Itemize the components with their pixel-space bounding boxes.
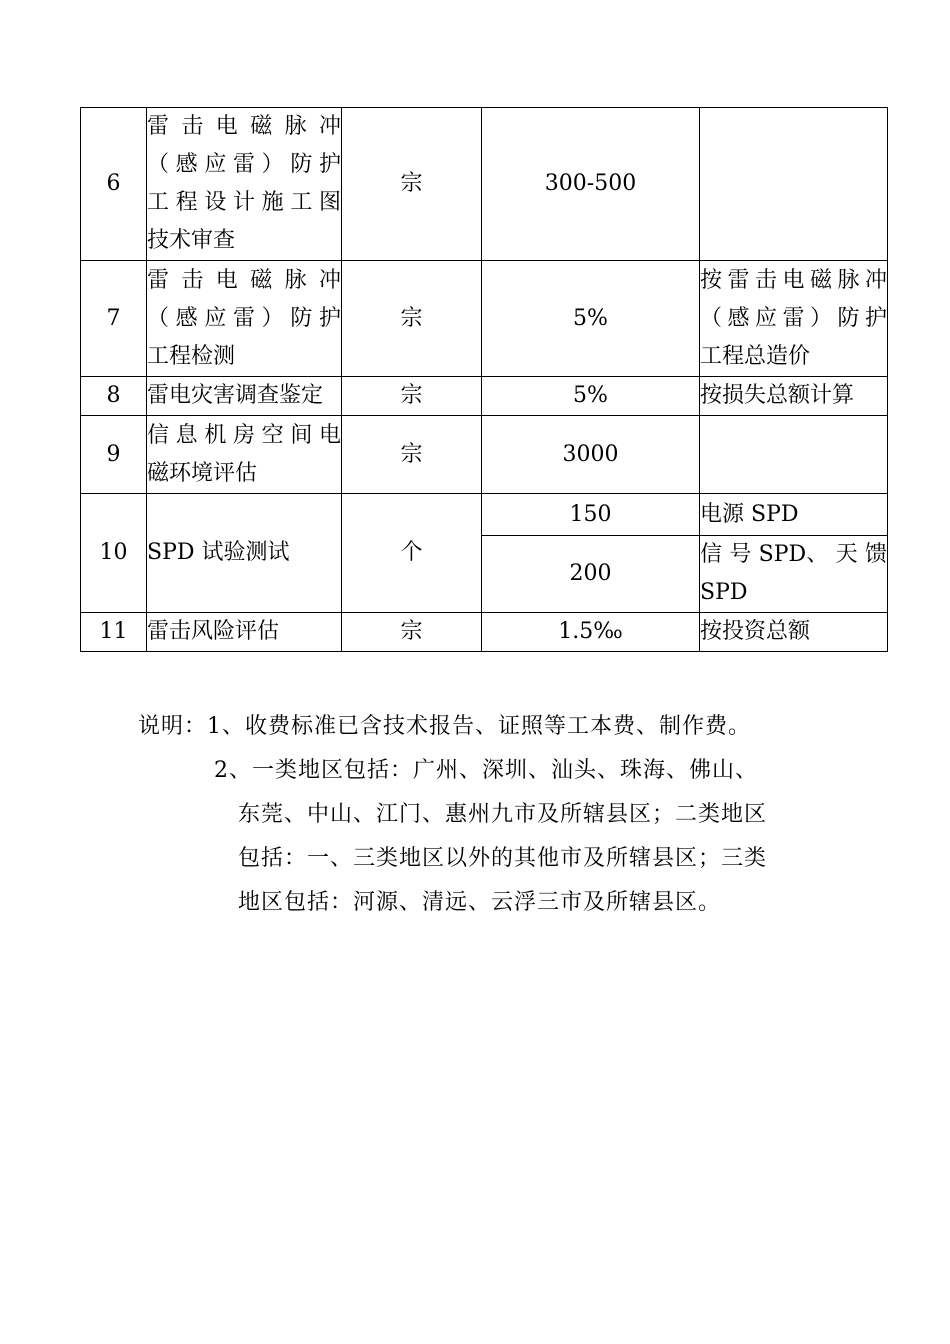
item-note-line: 工程总造价 xyxy=(700,343,811,369)
item-note xyxy=(700,416,888,494)
item-fee: 300-500 xyxy=(482,108,700,261)
item-unit: 宗 xyxy=(342,416,482,494)
item-note xyxy=(700,108,888,261)
item-name xyxy=(147,416,342,494)
item-name-line: 技术审查 xyxy=(147,228,236,253)
item-number: 11 xyxy=(81,613,147,652)
note-line: 东莞、中山、江门、惠州九市及所辖县区；二类地区 xyxy=(238,802,768,827)
table-row xyxy=(81,416,888,494)
item-fee: 1.5‰ xyxy=(482,613,700,652)
item-number: 6 xyxy=(81,108,147,261)
item-name-line: 磁环境评估 xyxy=(147,460,258,486)
item-unit: 个 xyxy=(342,494,482,613)
note-line: 包括：一、三类地区以外的其他市及所辖县区；三类 xyxy=(238,846,768,871)
item-name: 雷击风险评估 xyxy=(147,613,342,652)
item-note xyxy=(700,536,888,613)
item-name: 雷电灾害调查鉴定 xyxy=(147,377,342,416)
item-note: 按投资总额 xyxy=(700,613,888,652)
fee-table xyxy=(80,107,888,652)
item-name-line: 信息机房空间电 xyxy=(147,422,341,448)
item-name-line: （感应雷）防护 xyxy=(147,152,341,177)
item-note-line: 信 号 SPD、 天 馈 xyxy=(700,542,887,567)
item-name-line: 工程设计施工图 xyxy=(147,190,341,215)
item-fee: 3000 xyxy=(482,416,700,494)
table-row xyxy=(81,108,888,261)
item-note: 按损失总额计算 xyxy=(700,377,888,416)
note-line: 地区包括：河源、清远、云浮三市及所辖县区。 xyxy=(238,890,722,915)
item-unit: 宗 xyxy=(342,261,482,377)
item-number: 8 xyxy=(81,377,147,416)
item-name-line: 雷 击 电 磁 脉 冲 xyxy=(147,114,341,139)
table-row xyxy=(81,377,888,416)
item-number: 10 xyxy=(81,494,147,613)
item-unit: 宗 xyxy=(342,377,482,416)
item-name-line: （感应雷）防护 xyxy=(147,305,341,331)
item-number: 7 xyxy=(81,261,147,377)
item-name xyxy=(147,108,342,261)
table-row xyxy=(81,261,888,377)
item-unit: 宗 xyxy=(342,108,482,261)
item-fee: 5% xyxy=(482,377,700,416)
item-fee: 150 xyxy=(482,494,700,536)
item-name-line: 工程检测 xyxy=(147,343,236,369)
item-note: 电源 SPD xyxy=(700,494,888,536)
item-note-line: 按雷击电磁脉冲 xyxy=(700,267,887,293)
item-number: 9 xyxy=(81,416,147,494)
table-row xyxy=(81,494,888,536)
item-note-line: （感应雷）防护 xyxy=(700,305,887,331)
note-line: 说明：1、收费标准已含技术报告、证照等工本费、制作费。 xyxy=(138,714,751,739)
explanatory-notes xyxy=(138,705,858,925)
note-line: 2、一类地区包括：广州、深圳、汕头、珠海、佛山、 xyxy=(214,758,758,783)
item-note-line: SPD xyxy=(700,580,748,605)
item-unit: 宗 xyxy=(342,613,482,652)
item-name: SPD 试验测试 xyxy=(147,494,342,613)
item-name-line: 雷 击 电 磁 脉 冲 xyxy=(147,267,341,293)
item-fee: 200 xyxy=(482,536,700,613)
item-note xyxy=(700,261,888,377)
table-row xyxy=(81,613,888,652)
item-fee: 5% xyxy=(482,261,700,377)
item-name xyxy=(147,261,342,377)
